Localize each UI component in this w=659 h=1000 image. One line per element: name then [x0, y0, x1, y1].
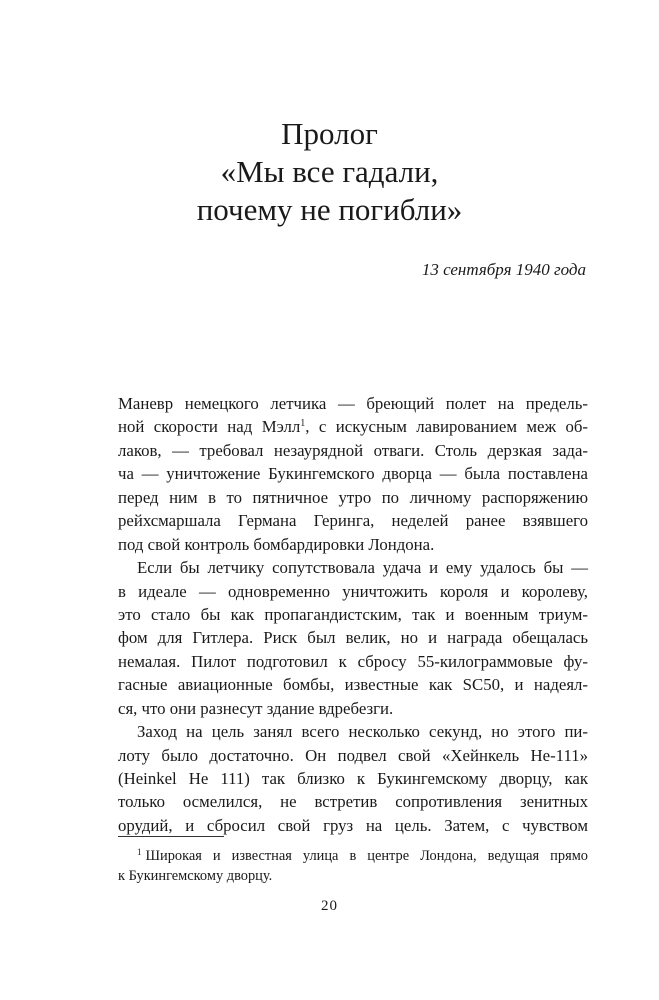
text-line: лаков, — требовал незаурядной отваги. Столь дерзкая зада- — [118, 440, 588, 460]
chapter-title-line-2: почему не погибли» — [196, 192, 463, 227]
text-line: Если бы летчику сопутствовала удача и ему удалось бы — — [137, 558, 588, 578]
text-line: перед ним в то пятничное утро по личному распоряжению — [118, 487, 588, 507]
text-fragment: , с искусным лавированием меж об- — [305, 417, 588, 437]
footnote — [118, 846, 588, 886]
text-line: ся, что они разнесут здание вдребезги. — [118, 698, 394, 718]
text-line: только осмелился, не встретив сопротивления зенитных — [118, 792, 588, 812]
chapter-title-line-1: «Мы все гадали, — [220, 154, 439, 189]
text-line: лоту было достаточно. Он подвел свой «Хейнкель Не-111» — [118, 745, 588, 765]
footnote-number: 1 — [137, 847, 142, 857]
footnote-line — [118, 846, 588, 866]
chapter-label: Пролог — [281, 116, 378, 151]
text-line: это стало бы как пропагандистским, так и военным триум- — [118, 604, 588, 624]
text-line: немалая. Пилот подготовил к сбросу 55-килограммовые фу- — [118, 651, 588, 671]
text-line: под свой контроль бомбардировки Лондона. — [118, 534, 435, 554]
text-line: ча — уничтожение Букингемского дворца — была поставлена — [118, 464, 588, 484]
text-line: Маневр немецкого летчика — бреющий полет на предель- — [118, 394, 588, 413]
text-line: (Heinkel He 111) так близко к Букингемскому дворцу, как — [118, 769, 588, 788]
text-line: гасные авиационные бомбы, известные как SC50, и надеял- — [118, 675, 588, 695]
body-text — [118, 392, 588, 837]
footnote-divider — [118, 836, 224, 837]
text-line: Заход на цель занял всего несколько секунд, но этого пи- — [137, 722, 588, 742]
text-line: рейхсмаршала Германа Геринга, неделей ранее взявшего — [118, 511, 588, 531]
text-fragment: ной скорости над Мэлл — [118, 417, 301, 437]
text-line: фом для Гитлера. Риск был велик, но и награда обещалась — [118, 628, 588, 648]
footnote-line: к Букингемскому дворцу. — [118, 868, 273, 884]
text-line: орудий, и сбросил свой груз на цель. Затем, с чувством — [118, 815, 588, 835]
footnote-text: Широкая и известная улица в центре Лондона, ведущая прямо — [145, 848, 588, 864]
page-number: 20 — [321, 898, 338, 914]
chapter-date: 13 сентября 1940 года — [421, 260, 586, 279]
footnote-reference: 1 — [300, 418, 306, 430]
chapter-heading — [0, 115, 659, 229]
text-line — [118, 415, 588, 438]
text-line: в идеале — одновременно уничтожить короля и королеву, — [118, 581, 588, 601]
